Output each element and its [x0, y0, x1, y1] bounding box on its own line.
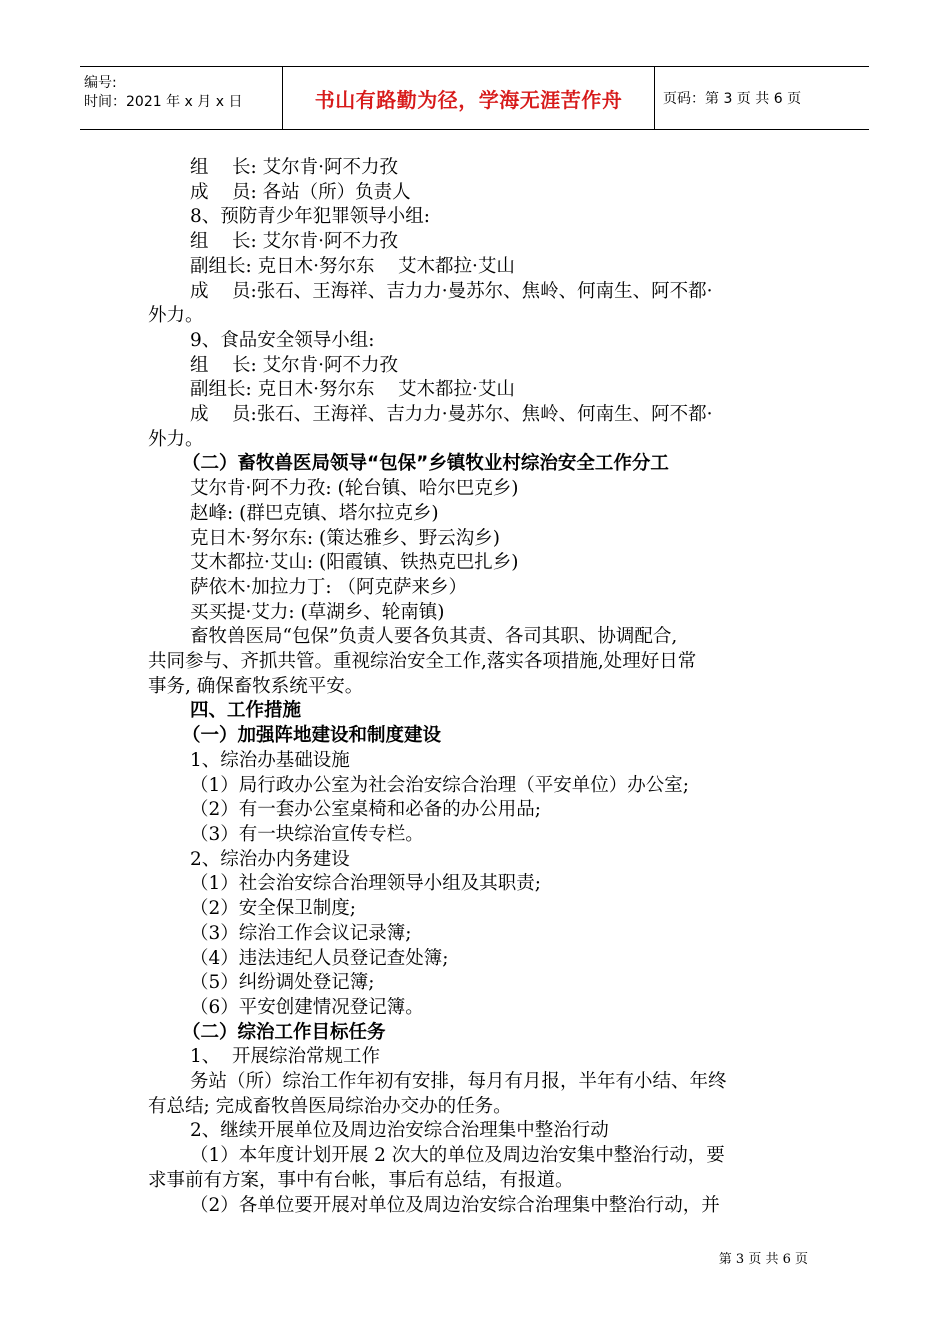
page-header	[80, 66, 869, 130]
text-line: （2）有一套办公室桌椅和必备的办公用品;	[190, 799, 542, 821]
text-line: 克日木·努尔东: (策达雅乡、野云沟乡)	[190, 527, 500, 549]
section-heading: （二）畜牧兽医局领导“包保”乡镇牧业村综治安全工作分工	[182, 453, 669, 475]
text-line: 副组长: 克日木·努尔东 艾木都拉·艾山	[190, 379, 515, 401]
document-body	[148, 156, 808, 1218]
text-line: （6）平安创建情况登记簿。	[190, 996, 424, 1018]
text-line: （3）有一块综治宣传专栏。	[190, 823, 424, 845]
text-line: 8、预防青少年犯罪领导小组:	[190, 206, 431, 228]
text-line: 组 长: 艾尔肯·阿不力孜	[190, 354, 399, 376]
text-line: 成 员:张石、王海祥、吉力力·曼苏尔、焦岭、何南生、阿不都·	[190, 280, 713, 302]
text-line: 萨依木·加拉力丁: （阿克萨来乡）	[190, 576, 467, 598]
text-line: 有总结; 完成畜牧兽医局综治办交办的任务。	[148, 1095, 512, 1117]
header-page-number: 页码：第 3 页 共 6 页	[663, 91, 802, 107]
text-line: 外力。	[148, 305, 204, 327]
section-heading: （一）加强阵地建设和制度建设	[182, 725, 442, 747]
text-line: 组 长: 艾尔肯·阿不力孜	[190, 231, 399, 253]
text-line: 艾尔肯·阿不力孜: (轮台镇、哈尔巴克乡)	[190, 478, 519, 500]
text-line: 艾木都拉·艾山: (阳霞镇、铁热克巴扎乡)	[190, 552, 519, 574]
text-line: 共同参与、齐抓共管。重视综治安全工作,落实各项措施,处理好日常	[148, 651, 697, 673]
text-line: 副组长: 克日木·努尔东 艾木都拉·艾山	[190, 255, 515, 277]
doc-time: 时间：2021 年 x 月 x 日	[84, 94, 243, 110]
text-line: （2）各单位要开展对单位及周边治安综合治理集中整治行动，并	[190, 1194, 720, 1216]
page-footer: 第 3 页 共 6 页	[718, 1252, 808, 1267]
text-line: 赵峰: (群巴克镇、塔尔拉克乡)	[190, 502, 439, 524]
text-line: 成 员:张石、王海祥、吉力力·曼苏尔、焦岭、何南生、阿不都·	[190, 404, 713, 426]
section-heading: 四、工作措施	[190, 700, 302, 722]
text-line: 成 员: 各站（所）负责人	[190, 181, 411, 203]
text-line: 务站（所）综治工作年初有安排，每月有月报，半年有小结、年终	[190, 1071, 727, 1093]
text-line: 畜牧兽医局“包保”负责人要各负其责、各司其职、协调配合,	[190, 626, 678, 648]
text-line: （3）综治工作会议记录簿;	[190, 922, 412, 944]
doc-number: 编号:	[84, 75, 117, 91]
text-line: （1）局行政办公室为社会治安综合治理（平安单位）办公室;	[190, 774, 690, 796]
text-line: 组 长: 艾尔肯·阿不力孜	[190, 157, 399, 178]
text-line: 外力。	[148, 428, 204, 450]
text-line: 买买提·艾力: (草湖乡、轮南镇)	[190, 601, 445, 623]
text-line: 事务, 确保畜牧系统平安。	[148, 675, 364, 697]
text-line: 求事前有方案，事中有台帐，事后有总结，有报道。	[148, 1169, 574, 1191]
text-line: 9、食品安全领导小组:	[190, 329, 375, 351]
header-motto: 书山有路勤为径，学海无涯苦作舟	[283, 67, 655, 129]
text-line: 2、继续开展单位及周边治安综合治理集中整治行动	[190, 1120, 609, 1142]
text-line: （5）纠纷调处登记簿;	[190, 972, 375, 994]
text-line: （1）社会治安综合治理领导小组及其职责;	[190, 873, 542, 895]
text-line: 1、综治办基础设施	[190, 749, 350, 771]
section-heading: （二）综治工作目标任务	[182, 1021, 386, 1043]
text-line: （1）本年度计划开展 2 次大的单位及周边治安集中整治行动，要	[190, 1145, 725, 1167]
text-line: 2、综治办内务建设	[190, 848, 350, 870]
header-meta	[80, 67, 283, 129]
text-line: （4）违法违纪人员登记查处簿;	[190, 947, 449, 969]
text-line: 1、 开展综治常规工作	[190, 1046, 381, 1068]
text-line: （2）安全保卫制度;	[190, 898, 357, 920]
